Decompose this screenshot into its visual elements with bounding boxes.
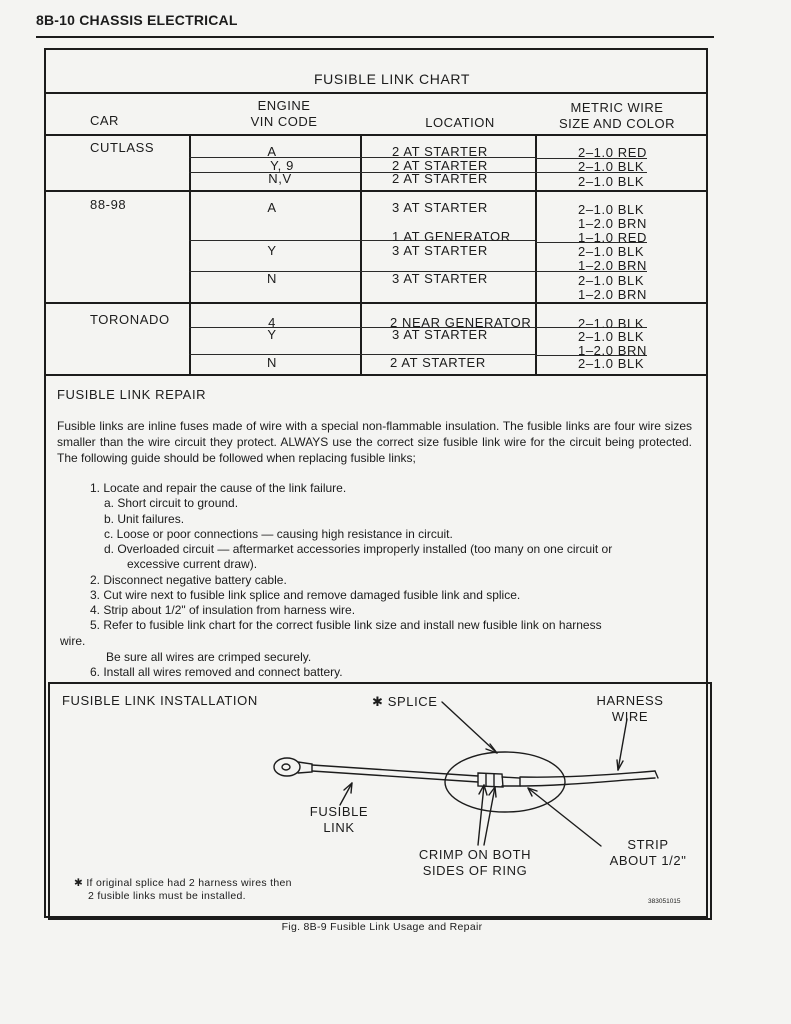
wire-cell: 2–1.0 RED [578, 145, 647, 160]
location-cell: 3 AT STARTER [392, 200, 488, 215]
repair-substep: c. Loose or poor connections — causing high resistance in circuit. [104, 527, 453, 541]
col-header-wire-line: SIZE AND COLOR [558, 116, 676, 131]
repair-step: 4. Strip about 1/2" of insulation from harness wire. [90, 603, 356, 617]
location-cell: 2 AT STARTER [390, 355, 486, 370]
location-cell: 3 AT STARTER [392, 243, 488, 258]
wire-cell: 1–1.0 RED [578, 230, 647, 245]
location-cell: 2 AT STARTER [392, 171, 488, 186]
vin-cell: Y, 9 [270, 158, 294, 173]
repair-step: 6. Install all wires removed and connect battery. [90, 665, 343, 679]
wire-cell: 2–1.0 BLK [578, 159, 645, 174]
vin-cell: A [267, 144, 277, 159]
car-cutlass: CUTLASS [90, 140, 155, 155]
col-header-engine-line: ENGINE [257, 98, 311, 113]
wire-cell: 2–1.0 BLK [578, 356, 645, 371]
crimp-label-line: CRIMP ON BOTH [418, 847, 532, 862]
repair-note: Be sure all wires are crimped securely. [106, 650, 312, 664]
harness-label-line: WIRE [611, 709, 649, 724]
fusible-link-label-line: FUSIBLE [309, 804, 369, 819]
crimp-label-line: SIDES OF RING [422, 863, 528, 878]
repair-step: 2. Disconnect negative battery cable. [90, 573, 287, 587]
location-cell: 3 AT STARTER [392, 271, 488, 286]
col-header-wire-line: METRIC WIRE [570, 100, 664, 115]
location-cell: 2 NEAR GENERATOR [390, 315, 532, 330]
repair-substep: d. Overloaded circuit — aftermarket accessories improperly installed (too many on one circuit or [104, 542, 613, 556]
strip-label-line: ABOUT 1/2" [609, 853, 687, 868]
strip-label-line: STRIP [627, 837, 669, 852]
wire-cell: 1–2.0 BRN [578, 343, 647, 358]
location-cell: 2 AT STARTER [392, 158, 488, 173]
harness-label-line: HARNESS [596, 693, 664, 708]
vin-cell: A [267, 200, 277, 215]
repair-step: 3. Cut wire next to fusible link splice and remove damaged fusible link and splice. [90, 588, 521, 602]
strip-leader [528, 788, 601, 846]
location-cell: 3 AT STARTER [392, 327, 488, 342]
ring-terminal-icon [274, 758, 300, 776]
page-header: 8B-10 CHASSIS ELECTRICAL [36, 12, 238, 28]
repair-step: 1. Locate and repair the cause of the link failure. [90, 481, 347, 495]
vin-cell: Y [267, 327, 277, 342]
wire-cell: 1–2.0 BRN [578, 287, 647, 302]
location-cell: 1 AT GENERATOR [392, 229, 511, 244]
install-footnote-line: ✱ If original splice had 2 harness wires then [74, 877, 292, 889]
chart-title: FUSIBLE LINK CHART [313, 71, 471, 87]
repair-substep: a. Short circuit to ground. [104, 496, 239, 510]
figure-caption: Fig. 8B-9 Fusible Link Usage and Repair [281, 921, 483, 933]
install-title: FUSIBLE LINK INSTALLATION [62, 693, 258, 708]
car-toronado: TORONADO [90, 312, 170, 327]
wire-cell: 2–1.0 BLK [578, 202, 645, 217]
repair-substep: b. Unit failures. [104, 512, 185, 526]
vin-cell: N [267, 355, 277, 370]
splice-label: ✱ SPLICE [372, 694, 438, 709]
vin-cell: Y [267, 243, 277, 258]
splice-sleeve-icon [478, 773, 503, 787]
fusible-leader [340, 783, 352, 805]
fusible-link-label-line: LINK [323, 820, 355, 835]
crimp-leader-2 [484, 787, 495, 845]
wire-cell: 2–1.0 BLK [578, 174, 645, 189]
repair-substep-cont: excessive current draw). [127, 557, 258, 571]
vin-cell: 4 [268, 315, 276, 330]
repair-step: 5. Refer to fusible link chart for the correct fusible link size and install new fusible link on harness [90, 618, 602, 632]
col-header-engine-line: VIN CODE [250, 114, 318, 129]
splice-leader [442, 702, 497, 753]
wire-cell: 1–2.0 BRN [578, 216, 647, 231]
wire-cell: 1–2.0 BRN [578, 258, 647, 273]
wire-cell: 2–1.0 BLK [578, 316, 645, 331]
location-cell: 2 AT STARTER [392, 144, 488, 159]
col-header-car: CAR [90, 113, 119, 128]
wire-cell: 2–1.0 BLK [578, 273, 645, 288]
figure-code: 383051015 [648, 898, 681, 905]
repair-title: FUSIBLE LINK REPAIR [57, 387, 207, 402]
repair-intro: Fusible links are inline fuses made of wire with a special non-flammable insulation. The fusible links are four wire sizes smaller than the wire circuit they protect. ALWAYS use the correct size fusible link wire for the circuit being protected. The following guide should be followed when replacing fusible links; [57, 419, 692, 465]
repair-step-cont: wire. [60, 634, 86, 648]
wire-cell: 2–1.0 BLK [578, 244, 645, 259]
vin-cell: N [267, 271, 277, 286]
install-footnote-line: 2 fusible links must be installed. [88, 890, 246, 902]
car-88-98: 88-98 [90, 197, 127, 212]
vin-cell: N,V [268, 171, 292, 186]
col-header-location: LOCATION [425, 115, 495, 130]
wire-cell: 2–1.0 BLK [578, 329, 645, 344]
